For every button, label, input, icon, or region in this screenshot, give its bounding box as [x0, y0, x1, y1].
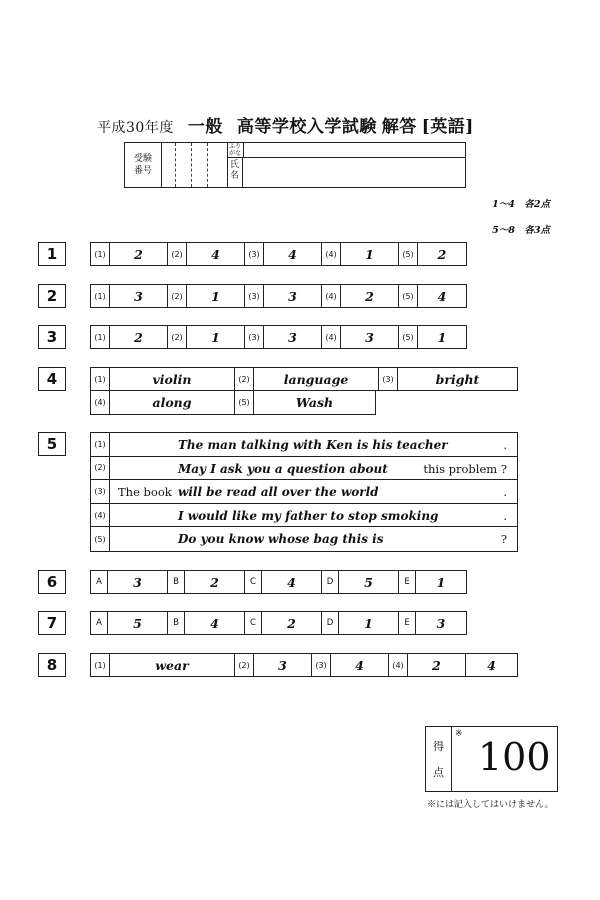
q4-label-4: (4) — [91, 391, 110, 414]
q5-answer-block — [90, 432, 518, 552]
q5-text-4: I would like my father to stop smoking — [178, 508, 439, 523]
q7-answer-e[interactable]: 3 — [436, 615, 446, 631]
q5-answer-5[interactable] — [110, 527, 517, 551]
q7-answer-c[interactable]: 2 — [262, 612, 322, 634]
q4-answer-4[interactable]: along — [110, 391, 235, 414]
q5-suffix-3: . — [503, 485, 507, 500]
q1-label-4: (4) — [322, 243, 341, 265]
furigana-field[interactable] — [243, 143, 465, 158]
question-number-6: 6 — [38, 570, 66, 594]
q2-answer-2[interactable]: 1 — [187, 285, 245, 307]
q2-label-2: (2) — [168, 285, 187, 307]
q5-answer-4[interactable] — [110, 504, 517, 527]
q6-label-d: D — [322, 571, 339, 593]
q6-answer-a[interactable]: 3 — [108, 571, 168, 593]
q7-label-a: A — [91, 612, 108, 634]
question-number-8: 8 — [38, 653, 66, 677]
q5-label-1: (1) — [91, 433, 110, 456]
q8-label-1: (1) — [91, 654, 110, 676]
q4-answer-row-2 — [90, 391, 376, 415]
q4-label-5: (5) — [235, 391, 254, 414]
score-mark: ※ — [455, 729, 463, 739]
name-label-2: 名 — [229, 171, 239, 181]
title-subject: [英語] — [421, 117, 474, 137]
q5-answer-2[interactable] — [110, 457, 517, 480]
exam-number-field[interactable] — [161, 143, 228, 187]
q1-label-2: (2) — [168, 243, 187, 265]
title-era: 平成30年度 — [97, 120, 174, 136]
exam-number-label — [125, 143, 162, 187]
q2-answer-row — [90, 284, 467, 308]
q3-answer-row — [90, 325, 467, 349]
q5-text-1: The man talking with Ken is his teacher — [178, 438, 448, 452]
q6-label-b: B — [168, 571, 185, 593]
q5-label-3: (3) — [91, 480, 110, 503]
q5-answer-3[interactable] — [110, 480, 517, 503]
score-footnote: ※には記入してはいけません。 — [427, 800, 554, 810]
points-note-1: 1～4 各2点 — [492, 199, 550, 210]
q8-answer-4[interactable]: 2 — [408, 654, 466, 676]
q4-answer-2[interactable]: language — [254, 368, 379, 390]
question-number-1: 1 — [38, 242, 66, 266]
points-note-2: 5～8 各3点 — [492, 225, 550, 236]
name-label-1: 氏 — [229, 160, 239, 170]
q3-answer-3[interactable]: 3 — [264, 326, 322, 348]
q3-label-1: (1) — [91, 326, 110, 348]
q1-answer-3[interactable]: 4 — [264, 243, 322, 265]
q1-answer-1[interactable]: 2 — [110, 243, 168, 265]
q6-answer-b[interactable]: 2 — [185, 571, 245, 593]
q8-answer-2[interactable]: 3 — [254, 654, 312, 676]
q7-answer-a[interactable]: 5 — [108, 612, 168, 634]
q6-answer-e[interactable]: 1 — [436, 574, 446, 590]
q5-row-2 — [91, 457, 517, 481]
q6-answer-c[interactable]: 4 — [262, 571, 322, 593]
furigana-label-2: がな — [228, 150, 241, 157]
q1-label-1: (1) — [91, 243, 110, 265]
q4-answer-3[interactable]: bright — [435, 371, 480, 387]
q2-answer-5[interactable]: 4 — [437, 288, 447, 304]
score-label-1: 得 — [433, 739, 444, 753]
name-field[interactable] — [243, 157, 465, 187]
q4-label-3: (3) — [379, 368, 398, 390]
q3-answer-5[interactable]: 1 — [437, 329, 447, 345]
q5-row-3 — [91, 480, 517, 504]
q5-label-5: (5) — [91, 527, 110, 551]
q2-answer-3[interactable]: 3 — [264, 285, 322, 307]
q7-answer-d[interactable]: 1 — [339, 612, 399, 634]
q5-suffix-4: . — [503, 508, 507, 523]
q5-suffix-1: . — [503, 438, 507, 452]
question-number-5: 5 — [38, 432, 66, 456]
q4-label-1: (1) — [91, 368, 110, 390]
q5-label-4: (4) — [91, 504, 110, 527]
q2-label-4: (4) — [322, 285, 341, 307]
q7-answer-row — [90, 611, 467, 635]
name-label — [227, 157, 243, 187]
q5-row-1 — [91, 433, 517, 457]
question-number-4: 4 — [38, 367, 66, 391]
q5-suffix-5: ? — [500, 532, 507, 547]
q1-answer-4[interactable]: 1 — [341, 243, 399, 265]
q3-label-4: (4) — [322, 326, 341, 348]
score-label — [426, 727, 452, 791]
q5-text-2: May I ask you a question about — [178, 461, 388, 476]
q3-label-5: (5) — [399, 326, 418, 348]
q4-answer-1[interactable]: violin — [110, 368, 235, 390]
q1-label-5: (5) — [399, 243, 418, 265]
q2-answer-4[interactable]: 2 — [341, 285, 399, 307]
q7-label-d: D — [322, 612, 339, 634]
q4-label-2: (2) — [235, 368, 254, 390]
q6-label-a: A — [91, 571, 108, 593]
q7-answer-b[interactable]: 4 — [185, 612, 245, 634]
q5-row-5 — [91, 527, 517, 551]
score-label-2: 点 — [433, 766, 444, 780]
q7-label-c: C — [245, 612, 262, 634]
q4-answer-5[interactable]: Wash — [295, 395, 334, 410]
q3-label-2: (2) — [168, 326, 187, 348]
q8-answer-row — [90, 653, 518, 677]
q2-label-5: (5) — [399, 285, 418, 307]
q1-answer-2[interactable]: 4 — [187, 243, 245, 265]
q5-answer-1[interactable] — [110, 433, 517, 456]
q6-answer-d[interactable]: 5 — [339, 571, 399, 593]
q6-label-c: C — [245, 571, 262, 593]
q7-label-e: E — [399, 612, 416, 634]
q8-answer-3[interactable]: 4 — [331, 654, 389, 676]
q3-answer-4[interactable]: 3 — [341, 326, 399, 348]
q4-answer-row-1 — [90, 367, 518, 391]
title-kind: 解答 — [381, 117, 417, 137]
q5-text-3: will be read all over the world — [178, 485, 379, 500]
q3-answer-2[interactable]: 1 — [187, 326, 245, 348]
title-exam: 高等学校入学試験 — [236, 117, 377, 137]
exam-number-label-2: 番号 — [133, 166, 152, 176]
score-box — [425, 726, 558, 792]
q8-label-2: (2) — [235, 654, 254, 676]
q8-label-4: (4) — [389, 654, 408, 676]
furigana-label-1: ふり — [228, 143, 241, 150]
q1-label-3: (3) — [245, 243, 264, 265]
q5-text-5: Do you know whose bag this is — [178, 532, 384, 547]
q5-label-2: (2) — [91, 457, 110, 480]
q6-answer-row — [90, 570, 467, 594]
q2-label-1: (1) — [91, 285, 110, 307]
q2-label-3: (3) — [245, 285, 264, 307]
q3-label-3: (3) — [245, 326, 264, 348]
question-number-3: 3 — [38, 325, 66, 349]
q8-answer-1[interactable]: wear — [110, 654, 235, 676]
q8-answer-5[interactable]: 4 — [487, 657, 496, 673]
title-general: 一般 — [187, 117, 223, 137]
exam-number-label-1: 受験 — [133, 154, 152, 164]
q5-prefix-3: The book — [118, 485, 172, 500]
q6-label-e: E — [399, 571, 416, 593]
q7-label-b: B — [168, 612, 185, 634]
question-number-7: 7 — [38, 611, 66, 635]
q5-row-4 — [91, 504, 517, 528]
q5-suffix-2: this problem ? — [423, 461, 507, 476]
score-value: 100 — [478, 735, 551, 779]
id-name-box — [124, 142, 466, 188]
q2-answer-1[interactable]: 3 — [110, 285, 168, 307]
furigana-label — [227, 143, 244, 158]
q1-answer-row — [90, 242, 467, 266]
q8-label-3: (3) — [312, 654, 331, 676]
q1-answer-5[interactable]: 2 — [437, 246, 447, 262]
question-number-2: 2 — [38, 284, 66, 308]
page-title — [97, 112, 474, 137]
q3-answer-1[interactable]: 2 — [110, 326, 168, 348]
